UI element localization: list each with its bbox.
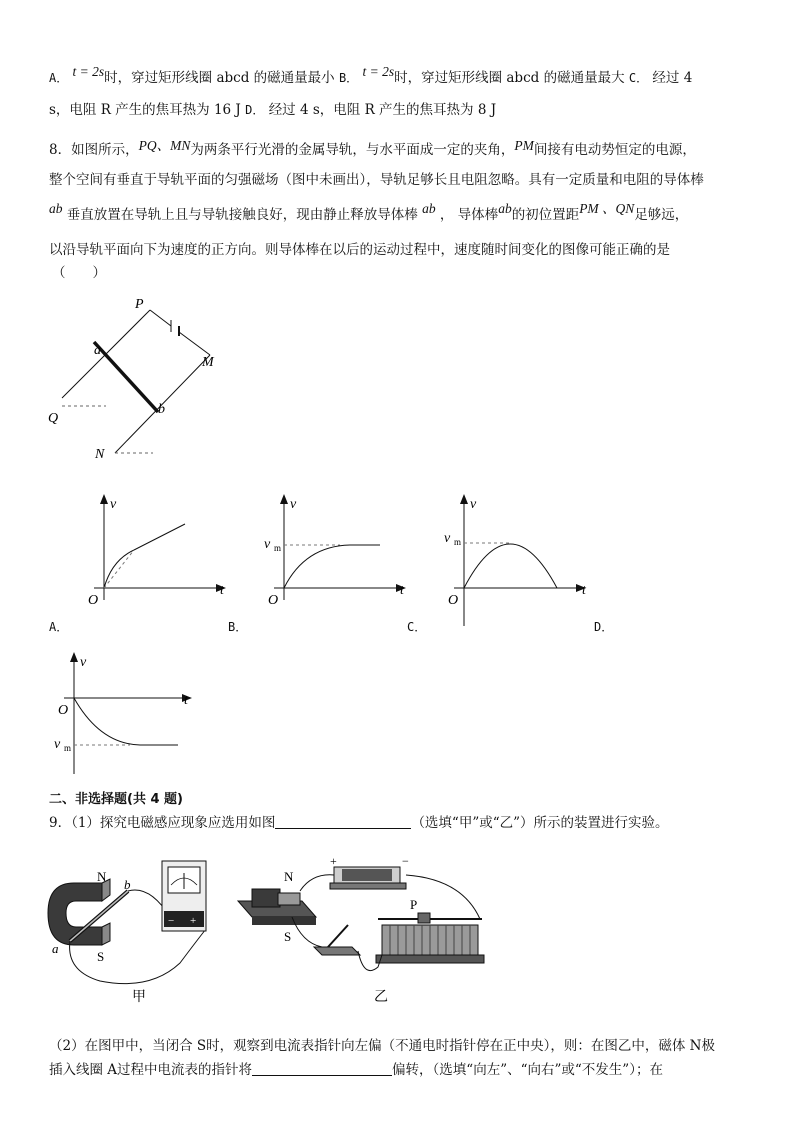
graph-d-v-label: v	[80, 655, 87, 670]
q8-l3-math-3: ab	[498, 201, 512, 216]
graph-d-o-label: O	[58, 703, 69, 718]
graph-b-vm-label: v	[264, 537, 271, 552]
q8-option-b-letter: B．	[228, 620, 248, 634]
jia-label-N: N	[97, 869, 107, 884]
q9-line-2: （2）在图甲中，当闭合 S时，观察到电流表指针向左偏（不通电时指针停在正中央），则：在图乙中，磁体 N极	[49, 1038, 715, 1054]
label-Q: Q	[48, 411, 59, 426]
q9-line-3	[49, 1058, 663, 1078]
graph-c-v-label: v	[470, 497, 477, 512]
svg-text:+: +	[190, 915, 197, 927]
graph-c-t-label: t	[582, 583, 586, 598]
horseshoe-magnet-yi	[252, 889, 280, 907]
q9-blank-2[interactable]	[252, 1061, 392, 1076]
yi-label-plus: +	[330, 855, 337, 868]
q7-option-b-label: B．	[338, 71, 359, 85]
q8-answer-paren: （ ）	[52, 265, 106, 281]
figure-jia-apparatus	[40, 855, 240, 1005]
q8-l3-a: 垂直放置在导轨上且与导轨接触良好，现由静止释放导体棒	[66, 207, 418, 223]
yi-caption: 乙	[374, 990, 388, 1005]
graph-option-c	[430, 490, 600, 630]
graph-option-b	[250, 490, 420, 610]
q9-p2-b: 插入线圈 A过程中电流表的指针将	[49, 1062, 253, 1078]
q8-l3-math-4: PM 、QN	[579, 201, 635, 216]
q9-number: 9．	[49, 815, 72, 831]
q9-line-1	[49, 811, 669, 831]
svg-text:−: −	[168, 915, 175, 927]
q9-p2-c: 偏转，（选填“向左”、“向右”或“不发生”）；在	[392, 1062, 663, 1078]
graph-d-vm-label: v	[54, 737, 61, 752]
q9-p1-a: （1）探究电磁感应现象应选用如图	[71, 815, 276, 831]
q8-l1-b: 为两条平行光滑的金属导轨，与水平面成一定的夹角，	[190, 142, 515, 158]
jia-label-b: b	[124, 877, 131, 892]
label-b: b	[158, 402, 165, 417]
graph-option-d	[40, 648, 210, 778]
yi-label-S: S	[284, 929, 292, 944]
jia-label-S: S	[97, 949, 105, 964]
q8-line-4: 以沿导轨平面向下为速度的正方向。则导体棒在以后的运动过程中，速度随时间变化的图像可能正确的是	[49, 242, 670, 258]
q7-option-a-text: 时，穿过矩形线圈 abcd 的磁通量最小	[104, 70, 335, 86]
graph-option-a	[70, 490, 240, 610]
graph-a-o-label: O	[88, 593, 99, 608]
q9-p1-b: （选填“甲”或“乙”）所示的装置进行实验。	[411, 815, 669, 831]
q8-l3-math-1: ab	[49, 201, 63, 216]
graph-b-t-label: t	[400, 583, 404, 598]
conductor-rod-ab	[94, 342, 158, 412]
q8-rail-diagram	[40, 290, 240, 470]
q8-line-1	[49, 138, 696, 158]
q8-line-2: 整个空间有垂直于导轨平面的匀强磁场（图中未画出），导轨足够长且电阻忽略。具有一定质量和电阻的导体棒	[49, 172, 704, 188]
q8-option-c-letter: C．	[407, 620, 427, 634]
q8-l3-d: 足够远，	[634, 207, 689, 223]
q8-l1-a: 如图所示，	[71, 142, 139, 158]
graph-d-t-label: t	[184, 693, 188, 708]
q8-l1-c: 间接有电动势恒定的电源，	[533, 142, 696, 158]
q8-l3-b: ， 导体棒	[439, 207, 499, 223]
q7-option-d-label: D．	[245, 103, 265, 117]
rheostat-slider[interactable]	[418, 913, 430, 923]
label-P: P	[135, 297, 144, 312]
q7-option-a-label: A．	[49, 71, 69, 85]
q7-option-d-text: 经过 4 s，电阻 R 产生的焦耳热为 8 J	[268, 102, 497, 118]
q8-line-3	[49, 203, 688, 223]
q8-l1-math-1: PQ、MN	[138, 138, 191, 153]
section-2-title: 二、非选择题(共 4 题)	[49, 792, 183, 807]
q8-option-a-letter: A．	[49, 620, 69, 634]
q7-option-c-label: C．	[628, 71, 649, 85]
q8-option-d-letter: D．	[594, 620, 614, 634]
jia-caption: 甲	[132, 990, 146, 1005]
graph-b-vm-sub: m	[274, 543, 282, 553]
q7-option-a-line	[49, 66, 692, 86]
graph-c-vm-label: v	[444, 531, 451, 546]
switch-s[interactable]	[314, 947, 360, 955]
q7-option-c-d-line	[49, 98, 496, 118]
yi-label-minus: −	[402, 855, 409, 868]
q8-l3-math-2: ab	[422, 201, 436, 216]
label-a: a	[94, 343, 101, 358]
graph-b-o-label: O	[268, 593, 279, 608]
q8-l3-c: 的初位置距	[511, 207, 580, 223]
coil-a	[278, 893, 300, 905]
q7-option-b-text: 时，穿过矩形线圈 abcd 的磁通量最大	[394, 70, 625, 86]
graph-b-v-label: v	[290, 497, 297, 512]
q7-option-a-math: t = 2s	[72, 64, 105, 79]
graph-d-vm-sub: m	[64, 743, 72, 753]
q7-option-b-math: t = 2s	[362, 64, 395, 79]
q7-option-c-text-1: 经过 4	[652, 70, 693, 86]
label-N: N	[95, 447, 105, 462]
graph-c-o-label: O	[448, 593, 459, 608]
yi-label-N: N	[284, 869, 294, 884]
label-M: M	[202, 355, 214, 370]
graph-a-t-label: t	[220, 583, 224, 598]
graph-a-v-label: v	[110, 497, 117, 512]
graph-c-vm-sub: m	[454, 537, 462, 547]
q8-l1-math-2: PM	[514, 138, 534, 153]
q7-option-c-text-2: s，电阻 R 产生的焦耳热为 16 J	[49, 102, 241, 118]
yi-label-P: P	[410, 897, 418, 912]
jia-label-a: a	[52, 941, 59, 956]
figure-yi-apparatus	[232, 855, 502, 1005]
q9-blank-1[interactable]	[275, 814, 411, 829]
q8-number: 8．	[49, 142, 72, 158]
